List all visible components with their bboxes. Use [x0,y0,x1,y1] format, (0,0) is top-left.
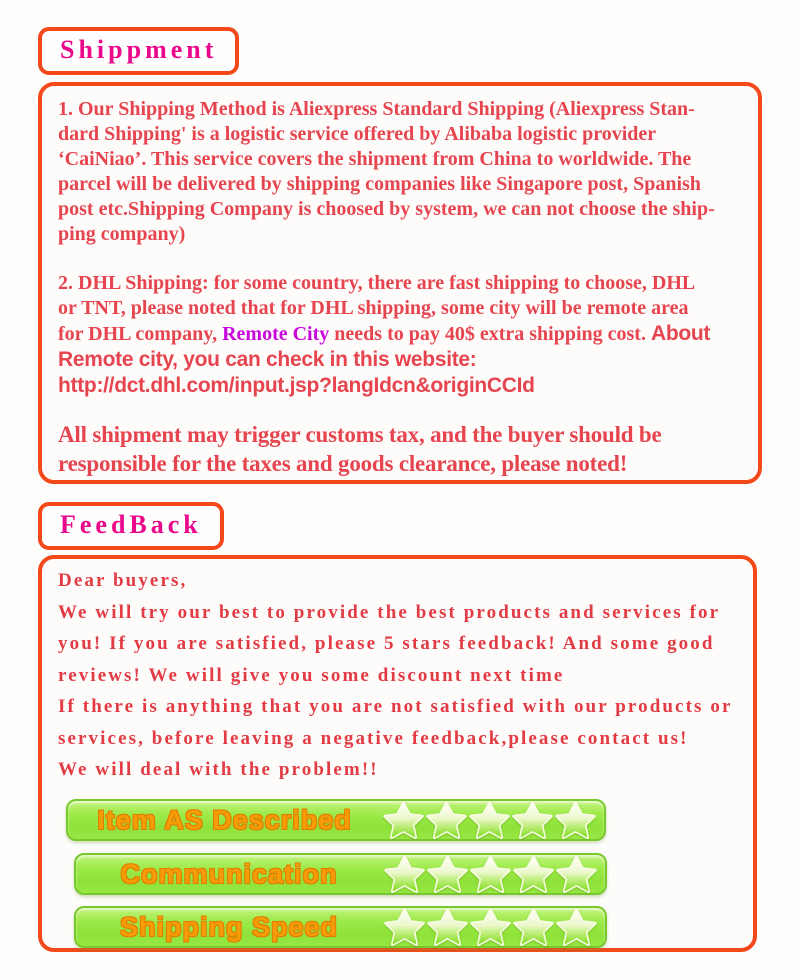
star-icon [469,800,510,840]
plain-sans-text: Remote city, you can check in this website: [58,348,477,371]
shipment-paragraph-1 [58,97,746,247]
star-rating [382,854,605,894]
body-text: 2. DHL Shipping: for some country, there are fast shipping to choose, DHL [58,272,696,294]
star-icon [427,907,468,947]
star-icon [556,907,597,947]
text-line: If there is anything that you are not satisfied with our products or [58,696,733,717]
star-icon [512,800,553,840]
plain-sans-text: About [650,322,711,345]
text-line: We will try our best to provide the best products and services for [58,601,721,623]
star-icon [470,907,511,947]
rating-bar-label: Communication [120,858,338,889]
star-icon [383,800,424,840]
star-icon [426,800,467,840]
feedback-section-title-box [38,502,224,550]
text-line: reviews! We will give you some discount next time [58,664,565,686]
star-icon [384,907,425,947]
text-line: parcel will be delivered by shipping companies like Singapore post, Spanish [58,173,701,195]
plain-sans-text: http://dct.dhl.com/input.jsp?langIdcn&originCCId [58,374,535,397]
star-icon [384,854,425,894]
feedback-section-title: FeedBack [60,510,202,539]
text-line: services, before leaving a negative feedback,please contact us! [58,727,689,749]
text-line: We will deal with the problem!! [58,759,379,780]
star-rating [382,907,605,947]
star-icon [513,907,554,947]
text-line: All shipment may trigger customs tax, and the buyer should be [58,422,662,447]
text-line [58,271,746,296]
text-line [58,373,746,399]
star-icon [427,854,468,894]
shipment-content-box [38,82,762,484]
feedback-message [58,565,743,786]
shipment-section-title-box [38,27,239,75]
star-icon [555,800,596,840]
text-line: Dear buyers, [58,570,188,591]
body-text: needs to pay 40$ extra shipping cost. [329,323,651,345]
shipment-paragraph-2 [58,271,746,399]
star-rating [381,800,604,840]
text-line: 1. Our Shipping Method is Aliexpress Standard Shipping (Aliexpress Stan- [58,98,695,120]
rating-bar [74,853,607,895]
text-line: you! If you are satisfied, please 5 stars feedback! And some good [58,633,715,654]
text-line [58,296,746,321]
shipment-paragraph-3-customs-notice [58,420,746,478]
body-text: or TNT, please noted that for DHL shipping, some city will be remote area [58,297,689,319]
star-icon [513,854,554,894]
star-icon [556,854,597,894]
rating-bar [66,799,606,841]
text-line [58,347,746,373]
rating-bar-label: Item AS Described [97,804,352,835]
shipment-section-title: Shippment [60,35,218,64]
text-line: ‘CaiNiao’. This service covers the shipment from China to worldwide. The [58,148,692,170]
text-line: responsible for the taxes and goods clearance, please noted! [58,451,628,476]
text-line [58,321,746,347]
text-line: dard Shipping' is a logistic service offered by Alibaba logistic provider [58,123,657,145]
star-icon [470,854,511,894]
body-text: for DHL company, [58,323,223,345]
text-line: ping company) [58,223,186,245]
remote-city-highlight: Remote City [222,323,330,345]
rating-bar [74,906,607,948]
feedback-content-box [38,555,757,952]
text-line: post etc.Shipping Company is choosed by system, we can not choose the ship- [58,198,715,220]
rating-bar-label: Shipping Speed [119,911,338,942]
